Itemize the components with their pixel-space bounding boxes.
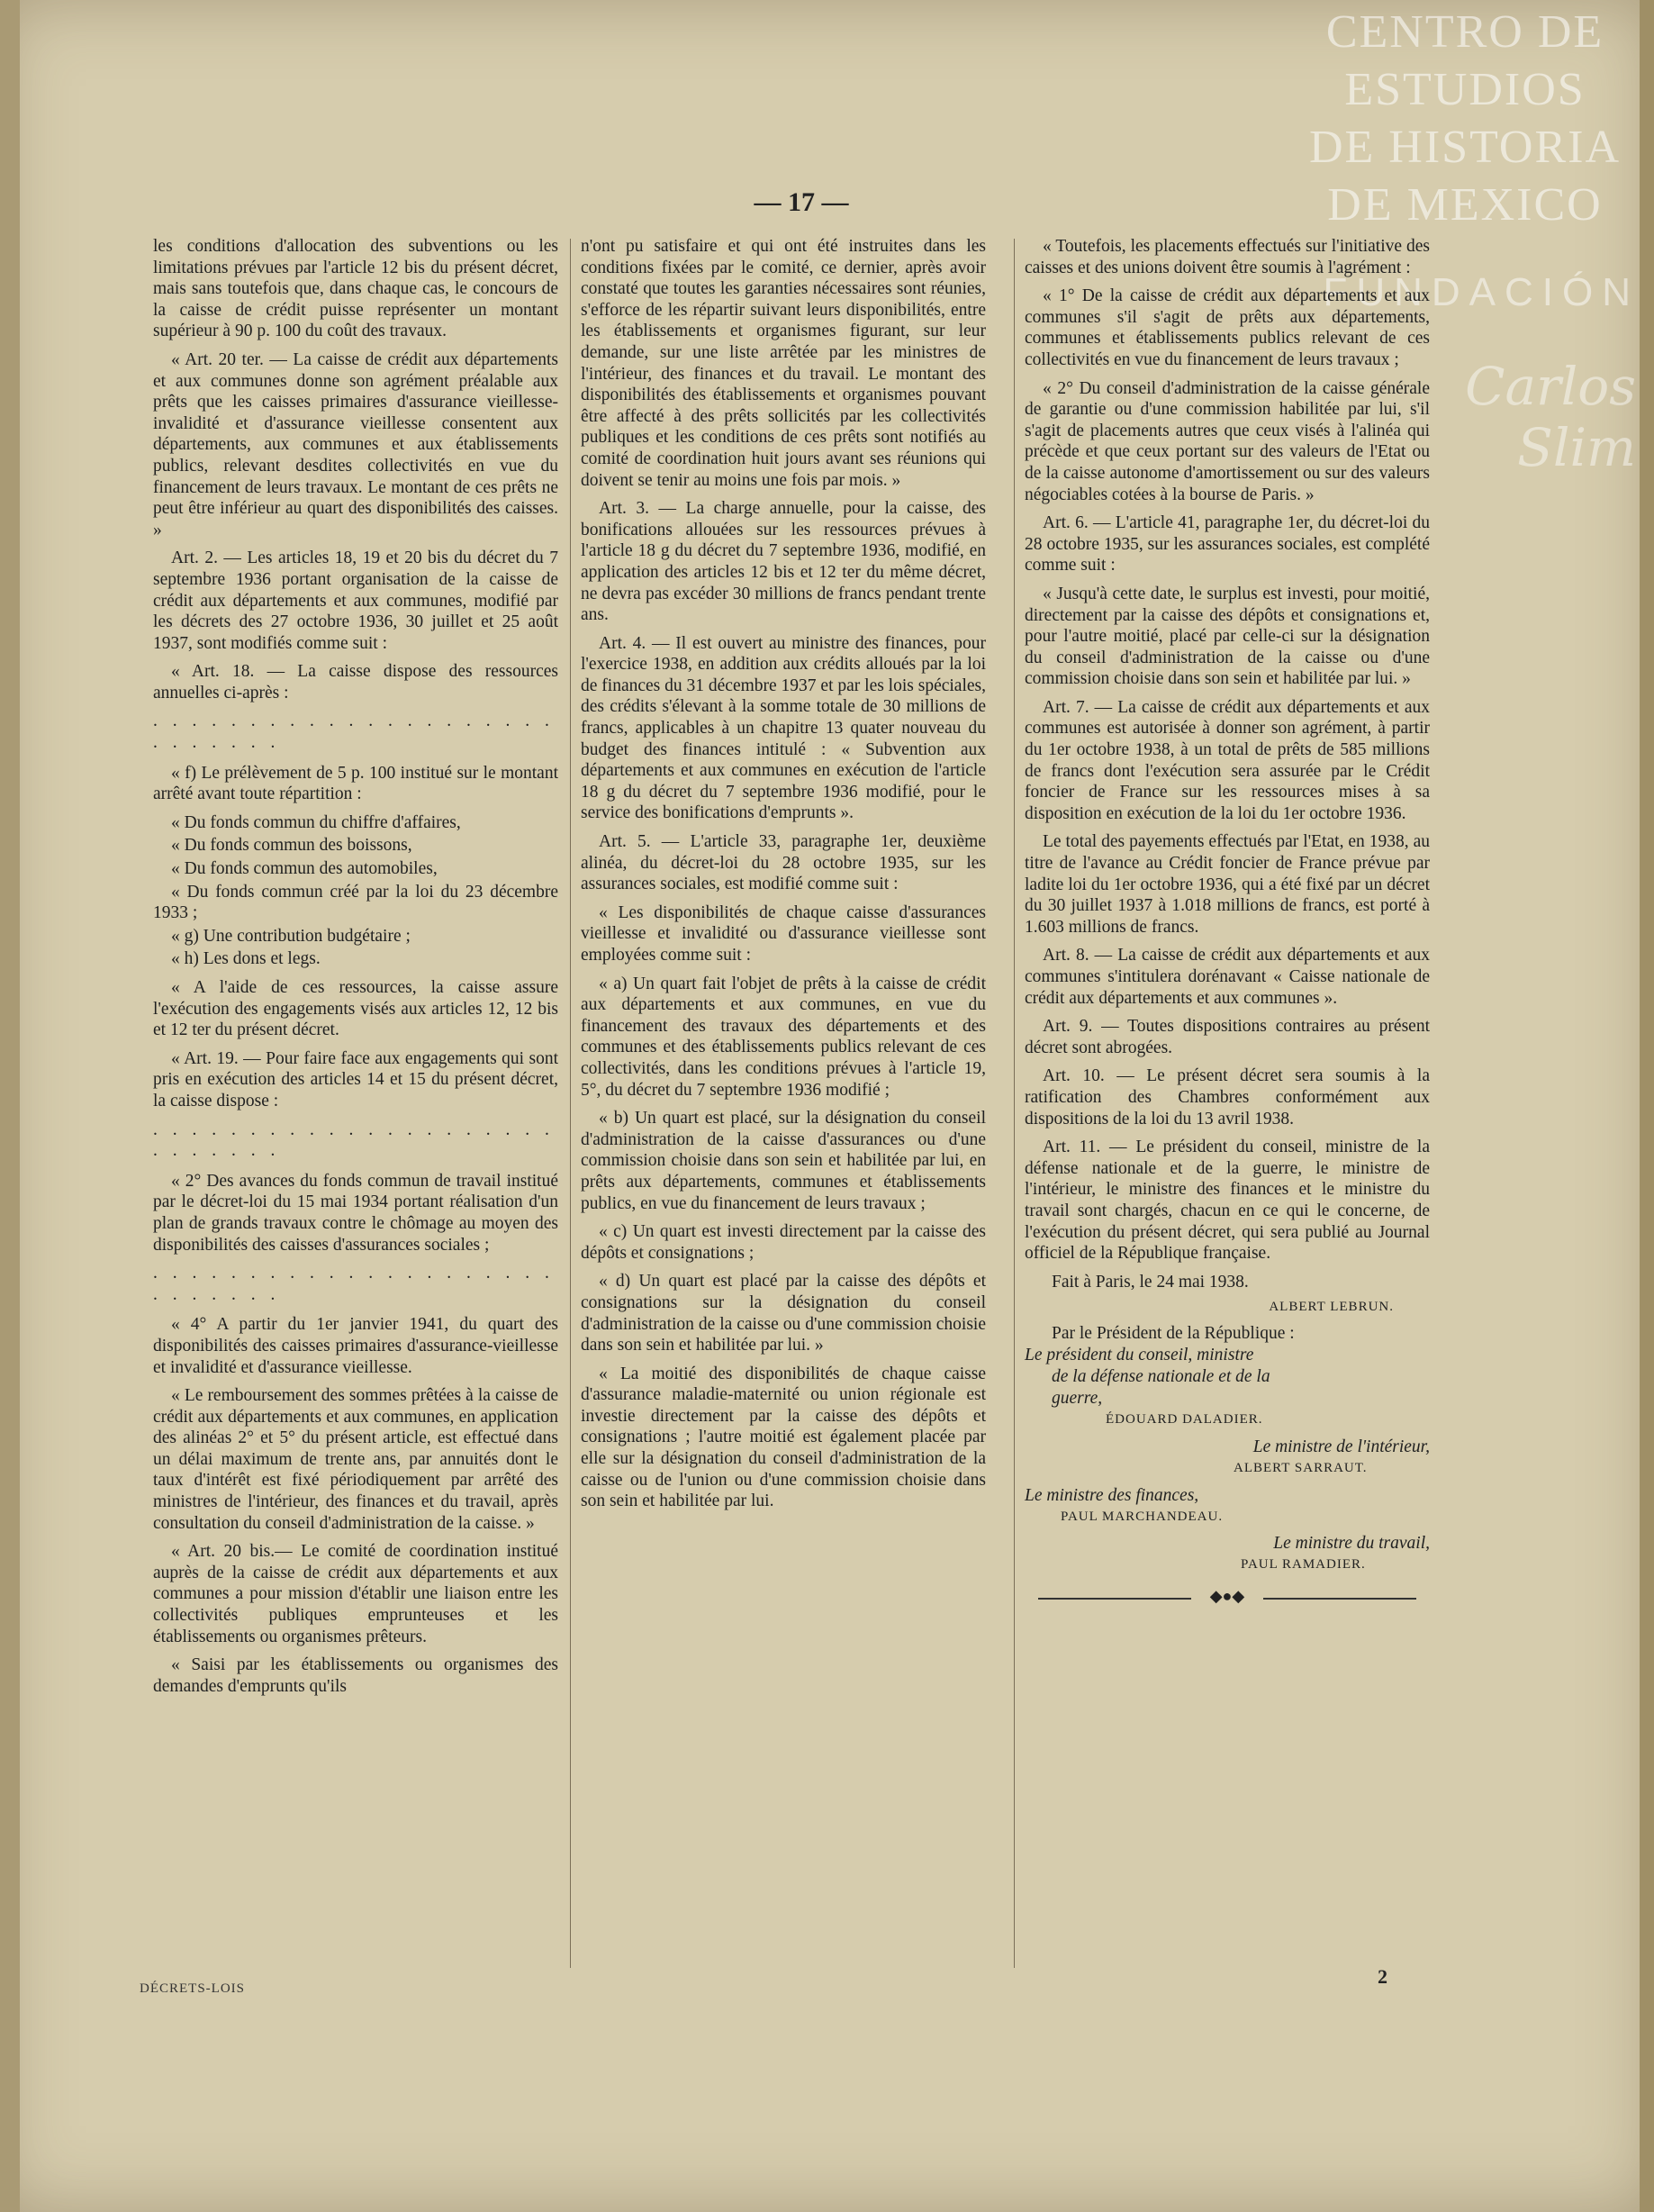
paragraph: « Du fonds commun des boissons, xyxy=(171,836,412,856)
date-place: Fait à Paris, le 24 mai 1938. xyxy=(1052,1272,1249,1292)
closing-ornament xyxy=(1038,1586,1416,1605)
text-column-1 xyxy=(153,236,558,2037)
paragraph: « Toutefois, les placements effectués sur l'initiative des caisses et des unions doivent être soumis à l'agrément : xyxy=(1025,237,1430,277)
minister-title: Le ministre des finances, xyxy=(1025,1485,1199,1505)
paragraph: « Du fonds commun du chiffre d'affaires, xyxy=(171,812,461,832)
text-column-2 xyxy=(581,236,986,2037)
paragraph: Art. 11. — Le président du conseil, ministre de la défense nationale et de la guerre, le ministre de l'intérieur, le ministre des finances et le ministre du travail sont chargés, chacun en ce qui le concerne, de l'exécution du présent décret, qui sera publié au Journal officiel de la République française. xyxy=(1025,1138,1430,1264)
paragraph: « f) Le prélèvement de 5 p. 100 institué sur le montant arrêté avant toute répartition : xyxy=(153,763,558,804)
paragraph: « 2° Du conseil d'administration de la caisse générale de garantie ou d'une commission habilitée par lui, s'il s'agit de placements autres que ceux visés à l'alinéa qui précède et que ceux portant sur des valeurs de l'Etat ou de la caisse autonome d'amortissement ou sur des valeurs négociables cotées à la bourse de Paris. » xyxy=(1025,378,1430,504)
minister-name: ÉDOUARD DALADIER. xyxy=(1106,1412,1263,1428)
page-edge-left xyxy=(0,0,20,2212)
president-name: ALBERT LEBRUN. xyxy=(1269,1299,1394,1314)
paragraph: « 4° A partir du 1er janvier 1941, du quart des disponibilités des caisses primaires d'assurance-vieillesse et invalidité et d'assurance vieillesse. xyxy=(153,1315,558,1377)
elision-dots: . . . . . . . . . . . . . . . . . . . . . . . . . . . . xyxy=(153,1120,555,1161)
paragraph: « Les disponibilités de chaque caisse d'assurances vieillesse et invalidité ou d'assurance vieillesse sont employées comme suit : xyxy=(581,902,986,965)
minister-name: PAUL RAMADIER. xyxy=(1241,1557,1366,1573)
paragraph: Art. 2. — Les articles 18, 19 et 20 bis du décret du 7 septembre 1936 portant organisation de la caisse de crédit aux départements et aux communes, modifié par les décrets des 27 octobre 1936, 30 juillet et 25 août 1937, sont modifiés comme suit : xyxy=(153,548,558,653)
paragraph: Art. 10. — Le présent décret sera soumis à la ratification des Chambres conformément aux dispositions de la loi du 13 avril 1938. xyxy=(1025,1066,1430,1129)
paragraph: n'ont pu satisfaire et qui ont été instruites dans les conditions fixées par le comité, ce dernier, après avoir constaté que toutes les garanties nécessaires sont réunies, s'efforce de les répartir suivant leurs disponibilités, entre les établissements et organismes figurant, sur leur demande, sur une liste arrêtée par les ministres de l'intérieur, des finances et du travail. Le montant des disponibilités des établissements et organismes pouvant être affecté à des prêts sollicités par les collectivités publiques et les conditions de ces prêts sont notifiés au comité de coordination huit jours avant ses réunions qui doivent se tenir au moins une fois par mois. » xyxy=(581,237,986,490)
paragraph: Le total des payements effectués par l'Etat, en 1938, au titre de l'avance au Crédit foncier de France prévue par ladite loi du 1er octobre 1936, qui a été fixé par un décret du 30 juillet 1937 à 1.018 millions de francs, est porté à 1.603 millions de francs. xyxy=(1025,832,1430,937)
footer-signature-mark: 2 xyxy=(1378,1965,1387,1988)
paragraph: « d) Un quart est placé par la caisse des dépôts et consignations sur la désignation du conseil d'administration de la caisse ou d'une commission choisie dans son sein et habilitée par lui. » xyxy=(581,1272,986,1355)
paragraph: Art. 9. — Toutes dispositions contraires au présent décret sont abrogées. xyxy=(1025,1017,1430,1057)
paragraph: « h) Les dons et legs. xyxy=(171,949,321,969)
minister-name: ALBERT SARRAUT. xyxy=(1234,1460,1368,1475)
archive-watermark xyxy=(1303,4,1627,234)
paragraph: Art. 5. — L'article 33, paragraphe 1er, deuxième alinéa, du décret-loi du 28 octobre 1935, sur les assurances sociales, est modifié comme suit : xyxy=(581,832,986,894)
watermark-fundacion: FUNDACIÓN xyxy=(1323,270,1640,314)
paragraph: « Art. 19. — Pour faire face aux engagements qui sont pris en exécution des articles 14 et 15 du présent décret, la caisse dispose : xyxy=(153,1048,558,1111)
paragraph: « Du fonds commun créé par la loi du 23 décembre 1933 ; xyxy=(153,882,558,923)
minister-name: PAUL MARCHANDEAU. xyxy=(1061,1509,1224,1524)
column-divider xyxy=(570,239,571,1968)
elision-dots: . . . . . . . . . . . . . . . . . . . . . . . . . . . . xyxy=(153,712,555,753)
ornament-rule xyxy=(1263,1598,1416,1600)
paragraph: Art. 8. — La caisse de crédit aux départements et aux communes s'intitulera dorénavant « Caisse nationale de crédit aux départements et aux communes ». xyxy=(1025,946,1430,1008)
watermark-line: DE HISTORIA xyxy=(1308,122,1622,173)
signature-block xyxy=(1025,1272,1430,1576)
paragraph: « Du fonds commun des automobiles, xyxy=(171,859,438,879)
ornament-glyph: ◆●◆ xyxy=(1209,1586,1245,1605)
watermark-line: CENTRO DE xyxy=(1325,6,1604,58)
paragraph: Art. 4. — Il est ouvert au ministre des finances, pour l'exercice 1938, en addition aux crédits alloués par la loi de finances du 31 décembre 1937 et par les lois spéciales, des crédits s'élevant à la somme totale de 30 millions de francs, applicables à un chapitre 13 quater nouveau du budget des finances intitulé : « Subvention aux départements et aux communes en exécution de l'article 18 g du décret du 7 septembre 1936 modifié, pour le service des bonifications d'emprunts ». xyxy=(581,633,986,823)
paragraph: « g) Une contribution budgétaire ; xyxy=(171,926,411,946)
paragraph: « Saisi par les établissements ou organismes des demandes d'emprunts qu'ils xyxy=(153,1655,558,1696)
page-edge-right xyxy=(1640,0,1654,2212)
paragraph: « Art. 18. — La caisse dispose des ressources annuelles ci-après : xyxy=(153,662,558,703)
paragraph: « b) Un quart est placé, sur la désignation du conseil d'administration de la caisse d'assurances ou d'une commission choisie dans son sein et habilitée par lui, en prêts aux départements, communes et établissements publics, en vue du financement de leurs travaux ; xyxy=(581,1109,986,1213)
paragraph: Art. 6. — L'article 41, paragraphe 1er, du décret-loi du 28 octobre 1935, sur les assurances sociales, est complété comme suit : xyxy=(1025,513,1430,576)
minister-title: de la défense nationale et de la xyxy=(1052,1367,1270,1387)
page-number: — 17 — xyxy=(754,187,849,217)
par-le-president: Par le Président de la République : xyxy=(1052,1324,1295,1344)
paragraph: « A l'aide de ces ressources, la caisse assure l'exécution des engagements visés aux articles 12, 12 bis et 12 ter du présent décret. xyxy=(153,978,558,1040)
paragraph: Art. 7. — La caisse de crédit aux départements et aux communes est autorisée à donner son agrément, à partir du 1er octobre 1938, à un total de prêts de 585 millions de francs dont l'exécution sera assurée par le Crédit foncier de France sur les ressources mises à sa disposition en exécution de la loi du 1er octobre 1936. xyxy=(1025,697,1430,823)
paragraph: « a) Un quart fait l'objet de prêts à la caisse de crédit aux départements et aux communes, en vue du financement des travaux des départements et des communes et des établissements publics relevant de ces collectivités, dans les conditions prévues à l'article 19, 5°, du décret du 7 septembre 1936 modifié ; xyxy=(581,974,986,1100)
minister-title: Le ministre de l'intérieur, xyxy=(1252,1437,1430,1456)
paragraph: « Art. 20 bis.— Le comité de coordination institué auprès de la caisse de crédit aux départements et aux communes a pour mission d'établir une liaison entre les collectivités publiques emprunteuses et les établissements ou organismes prêteurs. xyxy=(153,1542,558,1646)
ornament-rule xyxy=(1038,1598,1191,1600)
paragraph: « Jusqu'à cette date, le surplus est investi, pour moitié, directement par la caisse des dépôts et consignations et, pour l'autre moitié, placé par celle-ci sur la désignation du conseil d'administration de la caisse ou d'une commission choisie dans son sein et habilitée par lui. » xyxy=(1025,584,1430,689)
column-divider xyxy=(1014,239,1015,1968)
minister-title: Le président du conseil, ministre xyxy=(1025,1346,1254,1365)
elision-dots: . . . . . . . . . . . . . . . . . . . . . . . . . . . . xyxy=(153,1264,555,1304)
footer-section-label: DÉCRETS-LOIS xyxy=(140,1981,245,1996)
paragraph: « Le remboursement des sommes prêtées à la caisse de crédit aux départements et aux communes, en application des alinéas 2° et 5° du présent article, est effectué dans un délai maximum de trente ans, par annuités dont le taux d'intérêt est fixé périodiquement par arrêté des ministres de l'intérieur, des finances et du travail, après consultation du conseil d'administration de la caisse. » xyxy=(153,1386,558,1533)
watermark-signature: Carlos Slim xyxy=(1465,356,1636,478)
watermark-line: DE MEXICO xyxy=(1327,179,1603,231)
minister-title: Le ministre du travail, xyxy=(1273,1534,1430,1554)
minister-title: guerre, xyxy=(1052,1389,1103,1409)
text-column-3 xyxy=(1025,236,1430,2037)
paragraph: les conditions d'allocation des subventions ou les limitations prévues par l'article 12 bis du présent décret, mais sans toutefois que, dans chaque cas, le concours de la caisse de crédit puisse représenter un montant supérieur à 90 p. 100 du coût des travaux. xyxy=(153,237,558,341)
paragraph: « 2° Des avances du fonds commun de travail institué par le décret-loi du 15 mai 1934 portant réalisation d'un plan de grands travaux contre le chômage au moyen des disponibilités des caisses d'assurances sociales ; xyxy=(153,1171,558,1255)
paragraph: « 1° De la caisse de crédit aux départements et aux communes s'il s'agit de prêts aux départements, communes et établissements publics relevant de ces collectivités en vue du financement de leurs travaux ; xyxy=(1025,286,1430,369)
watermark-line: ESTUDIOS xyxy=(1344,64,1586,115)
paragraph: « La moitié des disponibilités de chaque caisse d'assurance maladie-maternité ou union régionale est investie directement par la caisse des dépôts et consignations ; l'autre moitié est également placée par elle sur la désignation du conseil d'administration de la caisse ou de l'union ou d'une commission choisie dans son sein et habilitée par lui. xyxy=(581,1364,986,1511)
paragraph: « c) Un quart est investi directement par la caisse des dépôts et consignations ; xyxy=(581,1222,986,1263)
paragraph: « Art. 20 ter. — La caisse de crédit aux départements et aux communes donne son agrément préalable aux prêts que les caisses primaires d'assurance vieillesse-invalidité et d'assurance vieillesse consentent aux départements, aux communes et aux établissements publics, relevant desdites collectivités en vue du financement de leurs travaux. Le montant de ces prêts ne peut être inférieur au quart des disponibilités des caisses. » xyxy=(153,349,558,539)
paragraph: Art. 3. — La charge annuelle, pour la caisse, des bonifications allouées sur les ressources prévues à l'article 18 g du décret du 7 septembre 1936, modifié, en application des articles 12 bis et 12 ter du même décret, ne devra pas excéder 30 millions de francs pendant trente ans. xyxy=(581,499,986,625)
